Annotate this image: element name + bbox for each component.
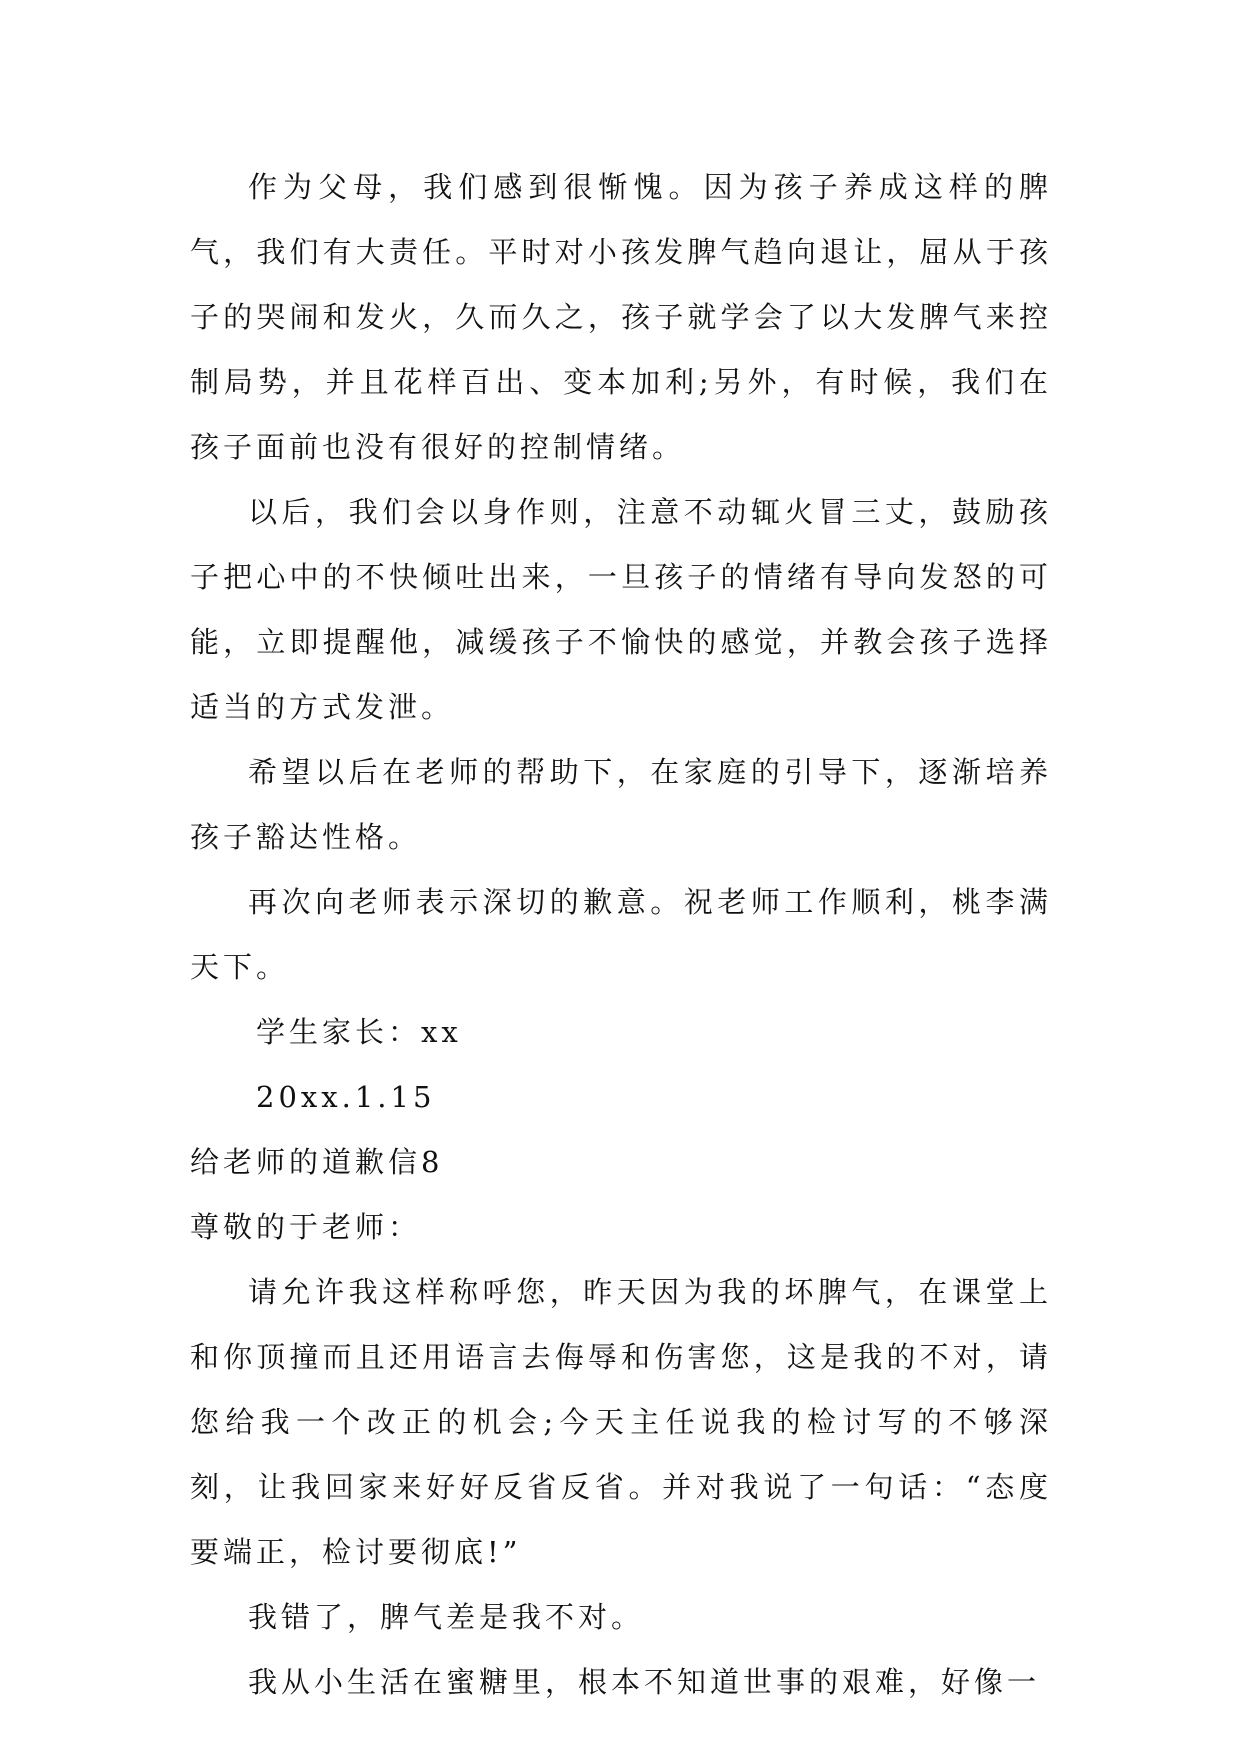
- letter-heading: 给老师的道歉信8: [190, 1145, 444, 1179]
- paragraph-student-apology: 请允许我这样称呼您，昨天因为我的坏脾气，在课堂上和你顶撞而且还用语言去侮辱和伤害您，这是我的不对，请您给我一个改正的机会;今天主任说我的检讨写的不够深刻，让我回家来好好反省反省。并对我说了一句话：“态度要端正，检讨要彻底!”: [190, 1275, 1052, 1569]
- letter-date: 20xx.1.15: [256, 1080, 436, 1114]
- document-body: [190, 155, 1052, 1715]
- paragraph-future-plan: 以后，我们会以身作则，注意不动辄火冒三丈，鼓励孩子把心中的不快倾吐出来，一旦孩子的情绪有导向发怒的可能，立即提醒他，减缓孩子不愉快的感觉，并教会孩子选择适当的方式发泄。: [190, 495, 1052, 724]
- paragraph-regards: 再次向老师表示深切的歉意。祝老师工作顺利，桃李满天下。: [190, 885, 1052, 984]
- salutation: 尊敬的于老师：: [190, 1210, 422, 1244]
- paragraph-background: 我从小生活在蜜糖里，根本不知道世事的艰难，好像一: [248, 1665, 1041, 1699]
- paragraph-hope: 希望以后在老师的帮助下，在家庭的引导下，逐渐培养孩子豁达性格。: [190, 755, 1052, 854]
- paragraph-parents-apology: 作为父母，我们感到很惭愧。因为孩子养成这样的脾气，我们有大责任。平时对小孩发脾气趋向退让，屈从于孩子的哭闹和发火，久而久之，孩子就学会了以大发脾气来控制局势，并且花样百出、变本加利;另外，有时候，我们在孩子面前也没有很好的控制情绪。: [190, 170, 1052, 464]
- paragraph-admission: 我错了，脾气差是我不对。: [248, 1600, 645, 1634]
- signature: 学生家长：xx: [256, 1015, 462, 1049]
